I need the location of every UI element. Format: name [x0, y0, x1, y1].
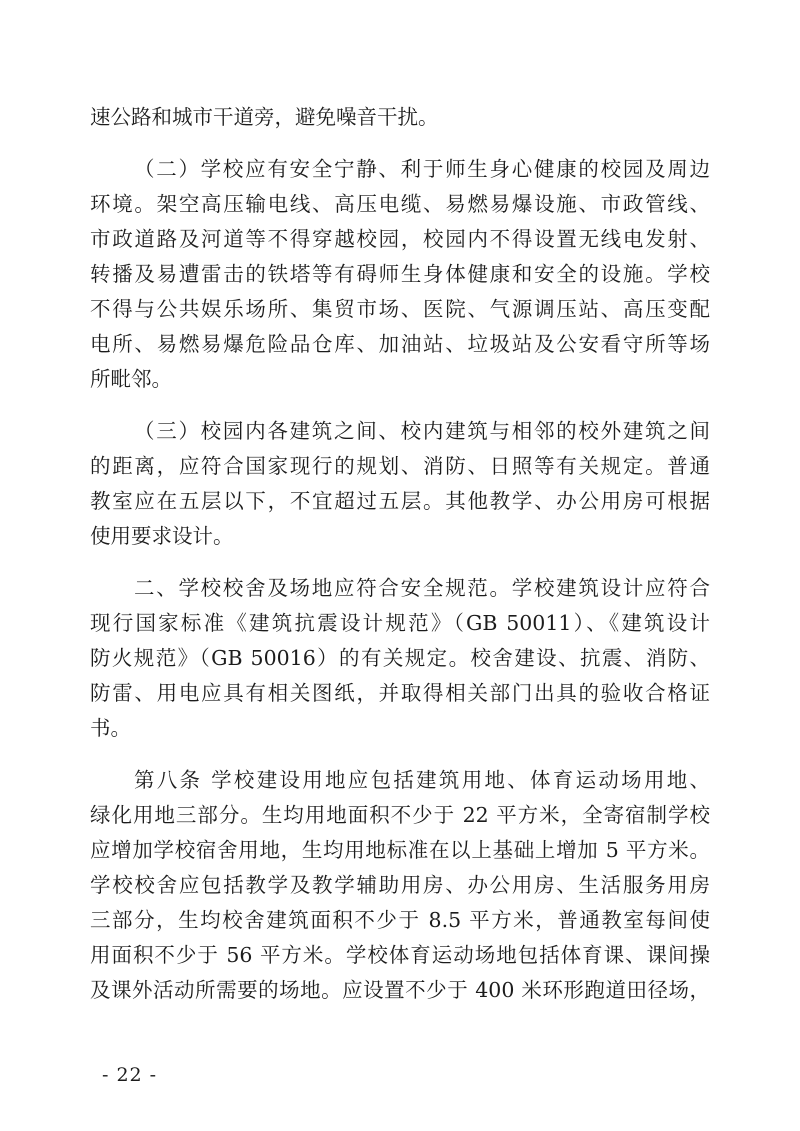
paragraph	[90, 414, 710, 554]
text-line: （二）学校应有安全宁静、利于师生身心健康的校园及周边	[134, 157, 710, 181]
text-line: 用面积不少于 56 平方米。学校体育运动场地包括体育课、课间操	[90, 943, 710, 967]
text-line: 市政道路及河道等不得穿越校园，校园内不得设置无线电发射、	[90, 227, 710, 251]
text-line: 使用要求设计。	[90, 524, 234, 548]
text-line: （三）校园内各建筑之间、校内建筑与相邻的校外建筑之间	[134, 419, 710, 443]
text-line: 防雷、用电应具有相关图纸，并取得相关部门出具的验收合格证	[90, 681, 710, 705]
text-line: 二、学校校舍及场地应符合安全规范。学校建筑设计应符合	[134, 576, 710, 600]
paragraph	[90, 763, 710, 1008]
body-text	[90, 100, 710, 1008]
text-line: 绿化用地三部分。生均用地面积不少于 22 平方米，全寄宿制学校	[90, 803, 710, 827]
text-line: 的距离，应符合国家现行的规划、消防、日照等有关规定。普通	[90, 454, 710, 478]
text-line: 现行国家标准《建筑抗震设计规范》（GB 50011）、《建筑设计	[90, 611, 710, 635]
paragraph	[90, 152, 710, 397]
text-line: 电所、易燃易爆危险品仓库、加油站、垃圾站及公安看守所等场	[90, 332, 710, 356]
text-line: 环境。架空高压输电线、高压电缆、易燃易爆设施、市政管线、	[90, 192, 710, 216]
text-line: 防火规范》（GB 50016）的有关规定。校舍建设、抗震、消防、	[90, 646, 710, 670]
text-line: 所毗邻。	[90, 367, 172, 391]
text-line: 第八条 学校建设用地应包括建筑用地、体育运动场用地、	[134, 768, 710, 792]
text-line: 转播及易遭雷击的铁塔等有碍师生身体健康和安全的设施。学校	[90, 262, 710, 286]
text-line: 学校校舍应包括教学及教学辅助用房、办公用房、生活服务用房	[90, 873, 710, 897]
paragraph	[90, 100, 710, 135]
page-number: - 22 -	[102, 1064, 158, 1086]
text-line: 教室应在五层以下，不宜超过五层。其他教学、办公用房可根据	[90, 489, 710, 513]
text-line: 应增加学校宿舍用地，生均用地标准在以上基础上增加 5 平方米。	[90, 838, 710, 862]
text-line: 不得与公共娱乐场所、集贸市场、医院、气源调压站、高压变配	[90, 297, 710, 321]
text-line: 速公路和城市干道旁，避免噪音干扰。	[90, 105, 439, 129]
text-line: 三部分，生均校舍建筑面积不少于 8.5 平方米，普通教室每间使	[90, 908, 710, 932]
text-line: 及课外活动所需要的场地。应设置不少于 400 米环形跑道田径场，	[90, 978, 710, 1002]
paragraph	[90, 571, 710, 746]
text-line: 书。	[90, 716, 131, 740]
